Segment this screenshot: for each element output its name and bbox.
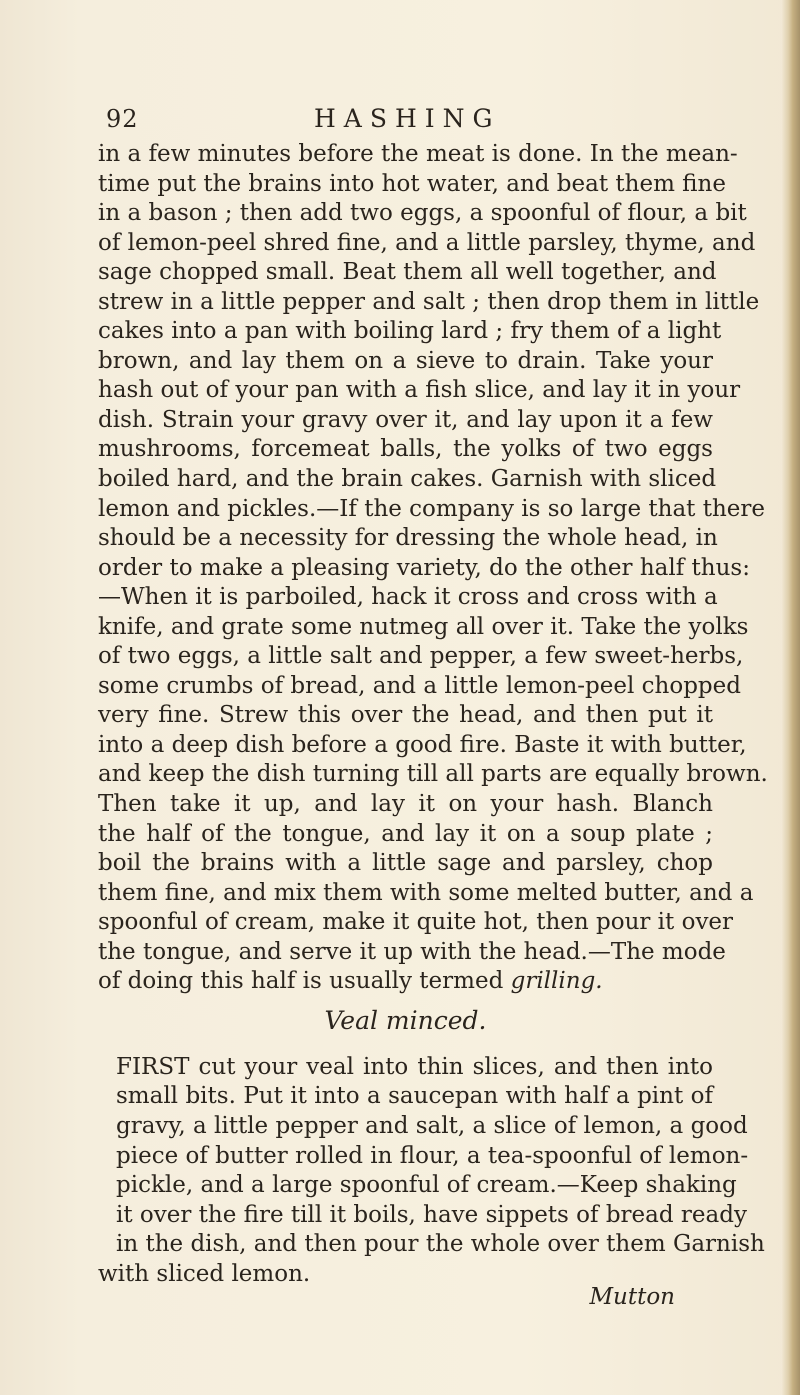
paragraph-1-line-24: the half of the tongue, and lay it on a soup plate ; xyxy=(98,820,713,847)
grilling-term: grilling. xyxy=(510,968,603,995)
paragraph-1-line-27: spoonful of cream, make it quite hot, then pour it over xyxy=(98,909,734,936)
page-text xyxy=(98,140,768,1311)
paragraph-1-line-22: and keep the dish turning till all parts are equally brown. xyxy=(98,761,768,788)
paragraph-1-line-8: brown, and lay them on a sieve to drain. Take your xyxy=(98,347,713,374)
paragraph-2-line-1: FIRST cut your veal into thin slices, and then into xyxy=(116,1053,713,1080)
page-edge-shadow xyxy=(782,0,800,1395)
paragraph-1-line-19: some crumbs of bread, and a little lemon-peel chopped xyxy=(98,672,741,699)
paragraph-1-line-6: strew in a little pepper and salt ; then drop them in little xyxy=(98,288,760,315)
paragraph-2-line-6: it over the fire till it boils, have sippets of bread ready xyxy=(116,1201,747,1228)
paragraph-1-line-7: cakes into a pan with boiling lard ; fry them of a light xyxy=(98,318,722,345)
paragraph-1-line-21: into a deep dish before a good fire. Baste it with butter, xyxy=(98,731,747,758)
paragraph-1-line-26: them fine, and mix them with some melted butter, and a xyxy=(98,879,754,906)
paragraph-1-line-20: very fine. Strew this over the head, and then put it xyxy=(98,702,713,729)
paragraph-1-line-16: —When it is parboiled, hack it cross and cross with a xyxy=(98,584,718,611)
paragraph-1-line-15: order to make a pleasing variety, do the other half thus: xyxy=(98,554,750,581)
page-number: 92 xyxy=(106,105,139,133)
paragraph-1-line-9: hash out of your pan with a fish slice, and lay it in your xyxy=(98,377,741,404)
catchword: Mutton xyxy=(589,1284,675,1311)
paragraph-1-line-10: dish. Strain your gravy over it, and lay upon it a few xyxy=(98,406,713,433)
paragraph-1-line-5: sage chopped small. Beat them all well together, and xyxy=(98,259,717,286)
paragraph-1-line-12: boiled hard, and the brain cakes. Garnish with sliced xyxy=(98,466,717,493)
paragraph-2-line-5: pickle, and a large spoonful of cream.—Keep shaking xyxy=(116,1172,737,1199)
paragraph-1-line-23: Then take it up, and lay it on your hash. Blanch xyxy=(98,791,713,818)
paragraph-1-last-line xyxy=(98,967,713,997)
paragraph-1-last-text: of doing this half is usually termed xyxy=(98,968,511,995)
paragraph-1-line-11: mushrooms, forcemeat balls, the yolks of two eggs xyxy=(98,436,713,463)
paragraph-1-line-13: lemon and pickles.—If the company is so large that there xyxy=(98,495,765,522)
paragraph-2-line-3: gravy, a little pepper and salt, a slice of lemon, a good xyxy=(116,1112,748,1139)
paragraph-1-line-4: of lemon-peel shred fine, and a little parsley, thyme, and xyxy=(98,229,756,256)
paragraph-2-line-4: piece of butter rolled in flour, a tea-spoonful of lemon- xyxy=(116,1142,749,1169)
paragraph-1-line-1: in a few minutes before the meat is done. In the mean- xyxy=(98,141,738,167)
paragraph-1-line-14: should be a necessity for dressing the whole head, in xyxy=(98,525,718,552)
paragraph-1 xyxy=(98,140,768,967)
paragraph-2-line-2: small bits. Put it into a saucepan with half a pint of xyxy=(116,1083,713,1110)
paragraph-1-line-25: boil the brains with a little sage and parsley, chop xyxy=(98,850,713,877)
paragraph-2-line-7: in the dish, and then pour the whole over them Garnish xyxy=(116,1231,765,1258)
section-heading: Veal minced. xyxy=(324,1005,487,1035)
paragraph-1-line-17: knife, and grate some nutmeg all over it. Take the yolks xyxy=(98,613,749,640)
running-title: HASHING xyxy=(314,104,501,133)
paragraph-1-line-18: of two eggs, a little salt and pepper, a few sweet-herbs, xyxy=(98,643,744,670)
paragraph-1-line-3: in a bason ; then add two eggs, a spoonful of flour, a bit xyxy=(98,200,747,227)
paragraph-2-last-line: with sliced lemon. xyxy=(98,1260,311,1287)
paragraph-1-line-2: time put the brains into hot water, and beat them fine xyxy=(98,170,726,197)
paragraph-2 xyxy=(98,1053,765,1260)
running-head xyxy=(106,101,716,137)
paragraph-1-line-28: the tongue, and serve it up with the head.—The mode xyxy=(98,938,726,965)
